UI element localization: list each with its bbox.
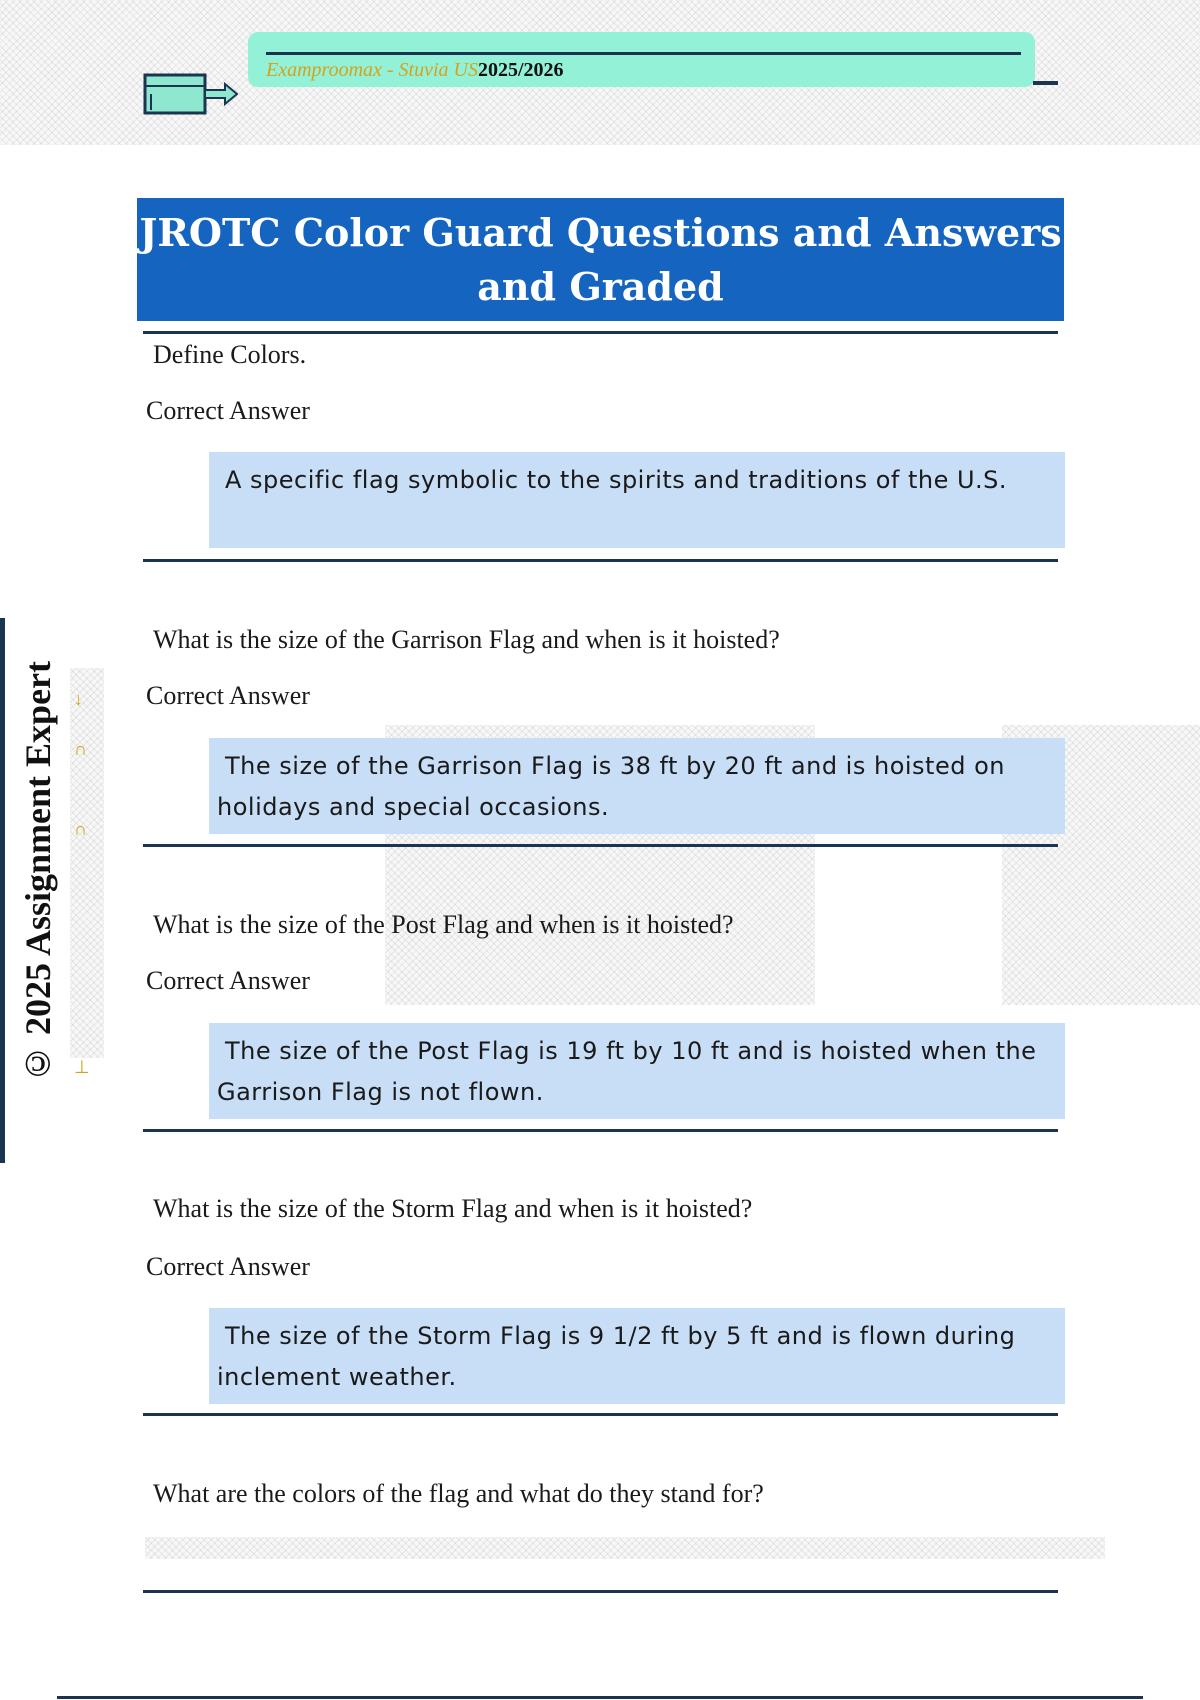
question-4: What is the size of the Storm Flag and when is it hoisted? xyxy=(153,1194,753,1223)
header-tail-rule xyxy=(1033,81,1058,85)
answer-label-4: Correct Answer xyxy=(146,1252,310,1281)
folder-arrow-icon xyxy=(143,72,238,117)
answer-2: The size of the Garrison Flag is 38 ft by 20 ft and is hoisted on holidays and special occasions. xyxy=(209,738,1065,834)
question-1: Define Colors. xyxy=(153,340,307,369)
redacted-answer xyxy=(145,1537,1105,1559)
question-5: What are the colors of the flag and what do they stand for? xyxy=(153,1479,764,1508)
question-3: What is the size of the Post Flag and when is it hoisted? xyxy=(153,910,734,939)
side-hatch xyxy=(70,668,104,1058)
side-mark: ∩ xyxy=(74,739,87,759)
header-text xyxy=(266,60,564,80)
side-mark: ⊥ xyxy=(74,1057,90,1077)
divider xyxy=(143,1590,1058,1593)
document-title: JROTC Color Guard Questions and Answers and Graded xyxy=(137,198,1064,321)
divider xyxy=(143,1413,1058,1416)
answer-label-3: Correct Answer xyxy=(146,966,310,995)
answer-3: The size of the Post Flag is 19 ft by 10 ft and is hoisted when the Garrison Flag is not flown. xyxy=(209,1023,1065,1119)
header-pill xyxy=(248,32,1035,87)
side-rule xyxy=(0,618,5,1163)
side-mark: ∩ xyxy=(74,819,87,839)
side-mark: ↓ xyxy=(74,689,83,709)
divider xyxy=(143,331,1058,334)
answer-label-1: Correct Answer xyxy=(146,396,310,425)
header-pill-rule xyxy=(266,52,1021,55)
page-bottom-rule xyxy=(57,1696,1143,1699)
side-watermark: © 2025 Assignment Expert xyxy=(18,660,58,1084)
publisher-name: Examproomax - Stuvia US xyxy=(266,59,478,81)
question-2: What is the size of the Garrison Flag and when is it hoisted? xyxy=(153,625,780,654)
academic-year: 2025/2026 xyxy=(478,59,564,81)
divider xyxy=(143,1129,1058,1132)
answer-label-2: Correct Answer xyxy=(146,681,310,710)
divider xyxy=(143,844,1058,847)
answer-4: The size of the Storm Flag is 9 1/2 ft by 5 ft and is flown during inclement weather. xyxy=(209,1308,1065,1404)
divider xyxy=(143,559,1058,562)
answer-1: A specific flag symbolic to the spirits and traditions of the U.S. xyxy=(209,452,1065,548)
